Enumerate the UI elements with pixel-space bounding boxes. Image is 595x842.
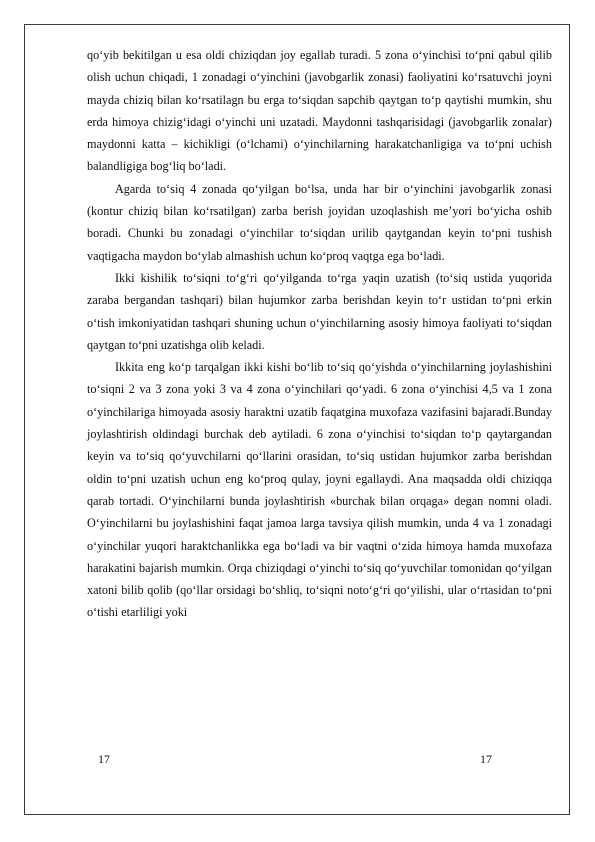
paragraph: Agarda to‘siq 4 zonada qo‘yilgan bo‘lsa, unda har bir o‘yinchini javobgarlik zonasi (kontur chiziq bilan ko‘rsatilgan) zarba berish joyidan uzoqlashish me’yori bo‘yicha oshib boradi. Chunki bu zonadagi o‘yinchilar to‘siqdan urilib qaytgandan keyin to‘pni tushish vaqtigacha maydon bo‘ylab almashish uchun ko‘proq vaqtga ega bo‘ladi. — [87, 181, 552, 263]
paragraph: Ikkita eng ko‘p tarqalgan ikki kishi bo‘lib to‘siq qo‘yishda o‘yinchilarning joylashishini to‘siqni 2 va 3 zona yoki 3 va 4 zona o‘yinchilari qo‘yadi. 6 zona o‘yinchisi 4,5 va 1 zona o‘yinchilariga himoyada asosiy haraktni uzatib faqatgina muxofaza vazifasini bajaradi.Bunday joylashtirish oldindagi burchak deb aytiladi. 6 zona o‘yinchisi to‘siqdan to‘p qaytargandan keyin va to‘siq qo‘yuvchilarni qo‘llarini orasidan, to‘siq ustidan hujumkor zarba berishdan oldin to‘pni uzatish uchun eng ko‘proq qulay, joyni egallaydi. Ana maqsadda oldi chiziqqa qarab tortadi. O‘yinchilarni bunda joylashtirish «burchak bilan orqaga» degan nomni oladi. O‘yinchilarni bu joylashishini faqat jamoa larga tavsiya qilish mumkin, unda 4 va 1 zonadagi o‘yinchilar yuqori haraktchanlikka ega bo‘ladi va bir vaqtni o‘zida himoya hamda muxofaza harakatini bajarish mumkin. Orqa chiziqdagi o‘yinchi to‘siq qo‘yuvchilar tomonidan qo‘yilgan xatoni bilib qolib (qo‘llar orsidagi bo‘shliq, to‘siqni noto‘g‘ri qo‘yilishi, ular o‘rtasidan to‘pni o‘tishi etarliligi yoki — [87, 360, 552, 620]
page-number-left: 17 — [98, 752, 110, 766]
paragraph: qo‘yib bekitilgan u esa oldi chiziqdan joy egallab turadi. 5 zona o‘yinchisi to‘pni qabul qilib olish uchun chiqadi, 1 zonadagi o‘yinchini (javobgarlik zonasi) faoliyatini ko‘rsatuvchi joyni mayda chiziq bilan ko‘rsatilagn bu erga to‘siqdan sapchib qaytgan to‘p qaytishi mumkin, shu erda himoya chizig‘idagi o‘yinchi uni uzatadi. Maydonni tashqarisidagi (javobgarlik zonalar) maydonni katta – kichikligi (o‘lchami) o‘yinchilarning harakatchanligiga va to‘pni uchish balandligiga bog‘liq bo‘ladi. — [87, 48, 552, 174]
page-number-right: 17 — [480, 752, 492, 766]
document-body — [87, 44, 552, 624]
paragraph: Ikki kishilik to‘siqni to‘g‘ri qo‘yilganda to‘rga yaqin uzatish (to‘siq ustida yuqorida zaraba bergandan tashqari) bilan hujumkor zarba berishdan keyin to‘r ustidan to‘pni erkin o‘tish imkoniyatidan tashqari shuning uchun o‘yinchilarning asosiy himoya faoliyati to‘siqdan qaytgan to‘pni uzatishga olib keladi. — [87, 270, 552, 352]
